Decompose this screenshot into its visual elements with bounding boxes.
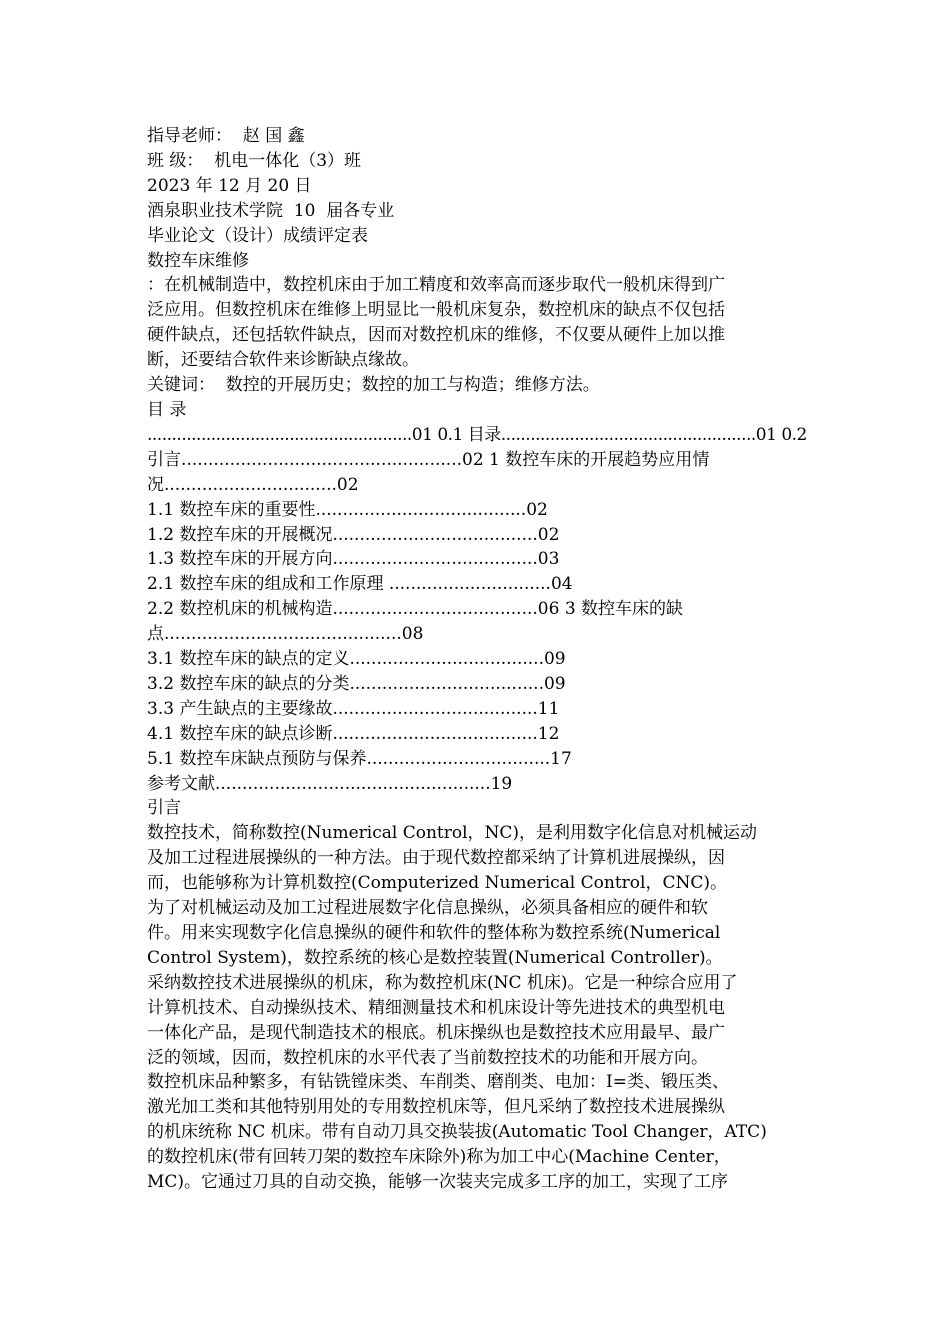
abstract-line: 硬件缺点，还包括软件缺点，因而对数控机床的维修，不仅要从硬件上加以推 — [147, 325, 725, 346]
date-line: 2023 年 12 月 20 日 — [147, 175, 312, 196]
toc-line: 点............................................08 — [147, 624, 424, 645]
toc-heading: 目 录 — [147, 399, 187, 420]
toc-line: 2.1 数控车床的组成和工作原理 ..............................04 — [147, 574, 573, 595]
class-line: 班 级： 机电一体化（3）班 — [147, 150, 362, 171]
advisor-line: 指导老师： 赵 国 鑫 — [147, 126, 305, 146]
intro-line: 激光加工类和其他特别用处的专用数控机床等，但凡采纳了数控技术进展操纵 — [147, 1097, 725, 1118]
abstract-line: ：在机械制造中，数控机床由于加工精度和效率高而逐步取代一般机床得到广 — [147, 275, 725, 296]
intro-heading: 引言 — [147, 798, 181, 819]
toc-line: 1.2 数控车床的开展概况......................................02 — [147, 524, 560, 545]
keywords-line: 关键词： 数控的开展历史；数控的加工与构造；维修方法。 — [147, 375, 600, 396]
abstract-line: 泛应用。但数控机床在维修上明显比一般机床复杂，数控机床的缺点不仅包括 — [147, 300, 725, 321]
intro-line: 为了对机械运动及加工过程进展数字化信息操纵，必须具备相应的硬件和软 — [147, 898, 708, 919]
toc-line: 5.1 数控车床缺点预防与保养..................................17 — [147, 748, 572, 769]
intro-line: Control System)，数控系统的核心是数控装置(Numerical Controller)。 — [147, 947, 723, 968]
toc-line: 况................................02 — [147, 474, 359, 495]
intro-line: 泛的领域，因而，数控机床的水平代表了当前数控技术的功能和开展方向。 — [147, 1047, 708, 1068]
toc-line: 2.2 数控机床的机械构造......................................06 3 数控车床的缺 — [147, 599, 684, 620]
toc-line: ......................................................01 0.1 目录....................................................01 0.2 — [147, 424, 807, 445]
paper-title: 数控车床维修 — [147, 250, 249, 271]
toc-line: 4.1 数控车床的缺点诊断......................................12 — [147, 723, 560, 744]
abstract-line: 断，还要结合软件来诊断缺点缘故。 — [147, 350, 419, 371]
form-title: 毕业论文（设计）成绩评定表 — [147, 225, 368, 246]
toc-line: 引言....................................................02 1 数控车床的开展趋势应用情 — [147, 449, 710, 470]
introduction — [147, 796, 807, 1195]
intro-line: 件。用来实现数字化信息操纵的硬件和软件的整体称为数控系统(Numerical — [147, 923, 721, 943]
intro-line: 而，也能够称为计算机数控(Computerized Numerical Control，CNC)。 — [147, 873, 727, 894]
intro-line: 数控技术，简称数控(Numerical Control，NC)，是利用数字化信息对机械运动 — [147, 823, 758, 844]
toc-line: 3.2 数控车床的缺点的分类....................................09 — [147, 673, 566, 694]
intro-line: 一体化产品，是现代制造技术的根底。机床操纵也是数控技术应用最早、最广 — [147, 1022, 725, 1043]
document-page — [147, 124, 807, 1195]
intro-line: MC)。它通过刀具的自动交换，能够一次装夹完成多工序的加工，实现了工序 — [147, 1172, 729, 1193]
intro-line: 数控机床品种繁多，有钻铣镗床类、车削类、磨削类、电加：I=类、锻压类、 — [147, 1072, 729, 1093]
intro-line: 的机床统称 NC 机床。带有自动刀具交换装拔(Automatic Tool Changer，ATC) — [147, 1122, 767, 1143]
intro-line: 及加工过程进展操纵的一种方法。由于现代数控都采纳了计算机进展操纵，因 — [147, 848, 725, 869]
table-of-contents — [147, 398, 807, 797]
toc-line: 参考文献...................................................19 — [147, 773, 513, 794]
toc-line: 1.3 数控车床的开展方向......................................03 — [147, 549, 560, 570]
toc-line: 3.1 数控车床的缺点的定义....................................09 — [147, 649, 566, 670]
intro-line: 采纳数控技术进展操纵的机床，称为数控机床(NC 机床)。它是一种综合应用了 — [147, 972, 738, 993]
toc-line: 3.3 产生缺点的主要缘故......................................11 — [147, 698, 560, 719]
intro-line: 的数控机床(带有回转刀架的数控车床除外)称为加工中心(Machine Center， — [147, 1147, 731, 1168]
school-line: 酒泉职业技术学院 10 届各专业 — [147, 200, 395, 221]
intro-line: 计算机技术、自动操纵技术、精细测量技术和机床设计等先进技术的典型机电 — [147, 997, 725, 1018]
toc-line: 1.1 数控车床的重要性.......................................02 — [147, 499, 548, 520]
abstract — [147, 273, 807, 398]
